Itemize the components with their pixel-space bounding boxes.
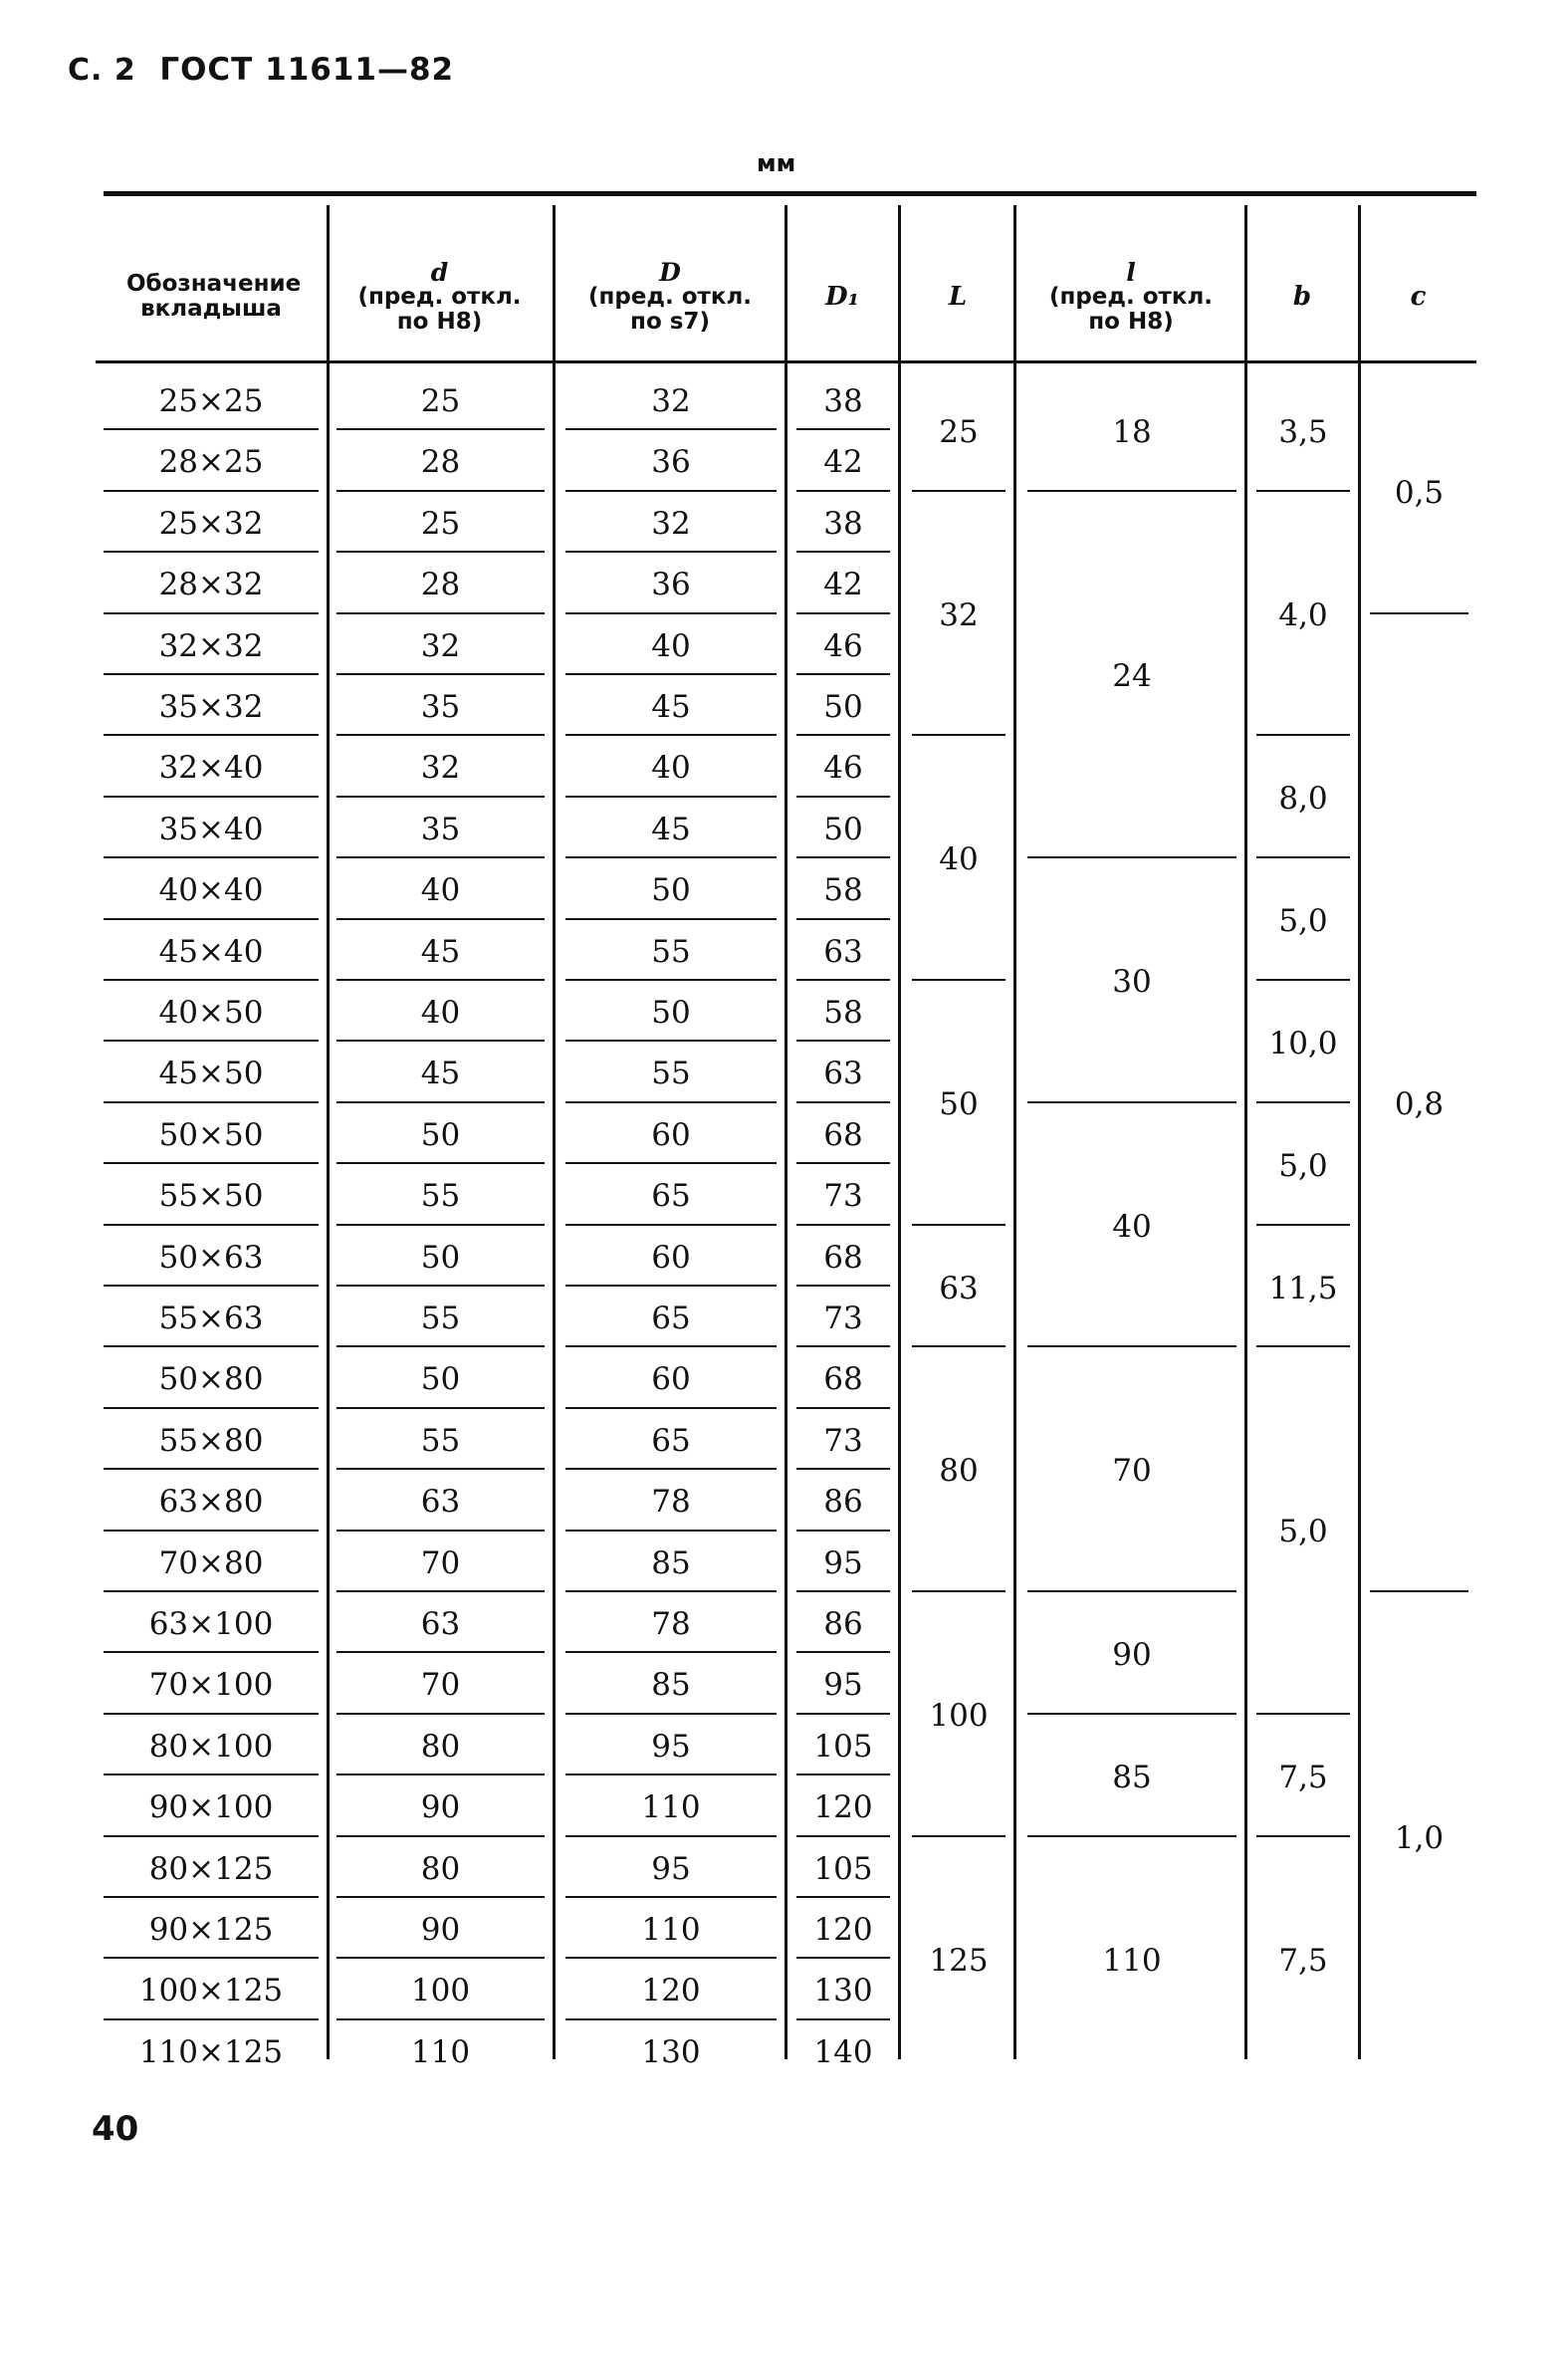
cell-D: 120 — [641, 1972, 701, 2008]
row-rule — [796, 856, 890, 858]
cell-d: 40 — [420, 871, 461, 908]
group-b: 3,5 — [1278, 413, 1328, 450]
cell-d: 63 — [420, 1483, 461, 1520]
row-rule — [565, 673, 777, 675]
row-rule — [565, 856, 777, 858]
cell-d: 90 — [420, 1911, 461, 1948]
cell-D1: 73 — [823, 1177, 863, 1214]
row-rule — [336, 1590, 545, 1592]
cell-d: 50 — [420, 1116, 461, 1153]
row-rule — [796, 1835, 890, 1837]
row-rule — [104, 1835, 319, 1837]
cell-D: 110 — [641, 1911, 701, 1948]
row-rule — [336, 1101, 545, 1103]
row-rule — [565, 734, 777, 736]
row-rule — [336, 734, 545, 736]
row-rule — [104, 734, 319, 736]
row-rule — [1027, 1835, 1236, 1837]
group-l: 30 — [1112, 964, 1152, 1000]
row-rule — [104, 1101, 319, 1103]
cell-d: 90 — [420, 1788, 461, 1825]
row-rule — [336, 1773, 545, 1775]
page-number: 40 — [92, 2109, 139, 2149]
row-rule — [565, 1651, 777, 1653]
group-c: 0,8 — [1394, 1086, 1445, 1122]
row-rule — [336, 1896, 545, 1898]
cell-D1: 105 — [813, 1850, 873, 1887]
cell-D: 55 — [651, 1055, 691, 1091]
row-rule — [336, 1285, 545, 1287]
group-L: 50 — [939, 1086, 979, 1122]
cell-d: 32 — [420, 749, 461, 786]
row-rule — [104, 490, 319, 492]
cell-d: 55 — [420, 1299, 461, 1336]
row-rule — [1027, 1345, 1236, 1347]
row-rule — [796, 1651, 890, 1653]
cell-D1: 120 — [813, 1911, 873, 1948]
cell-D1: 58 — [823, 871, 863, 908]
row-rule — [1256, 490, 1350, 492]
symbol-l: l — [1126, 257, 1136, 287]
row-rule — [104, 918, 319, 920]
cell-D1: 68 — [823, 1360, 863, 1397]
group-L: 32 — [939, 597, 979, 633]
cell-D1: 86 — [823, 1605, 863, 1642]
row-rule — [565, 1162, 777, 1164]
row-rule — [104, 1773, 319, 1775]
cell-D: 50 — [651, 871, 691, 908]
group-l: 40 — [1112, 1209, 1152, 1245]
row-rule — [796, 1285, 890, 1287]
cell-designation: 35×32 — [158, 688, 264, 725]
group-b: 5,0 — [1278, 1147, 1328, 1184]
row-rule — [796, 1345, 890, 1347]
row-rule — [565, 1345, 777, 1347]
group-b: 5,0 — [1278, 902, 1328, 939]
column-divider — [1244, 205, 1247, 2059]
cell-designation: 50×63 — [158, 1239, 264, 1276]
row-rule — [565, 551, 777, 553]
row-rule — [796, 490, 890, 492]
cell-D: 110 — [641, 1788, 701, 1825]
cell-d: 25 — [420, 382, 461, 419]
cell-D: 45 — [651, 811, 691, 847]
cell-D1: 68 — [823, 1239, 863, 1276]
cell-d: 110 — [410, 2033, 471, 2070]
cell-designation: 45×50 — [158, 1055, 264, 1091]
cell-D: 45 — [651, 688, 691, 725]
cell-designation: 40×40 — [158, 871, 264, 908]
group-b: 7,5 — [1278, 1759, 1328, 1795]
row-rule — [912, 1224, 1006, 1226]
row-rule — [565, 1468, 777, 1470]
cell-designation: 80×125 — [148, 1850, 274, 1887]
row-rule — [1370, 612, 1468, 614]
row-rule — [104, 1651, 319, 1653]
group-l: 24 — [1112, 658, 1152, 694]
cell-designation: 25×32 — [158, 505, 264, 542]
group-l: 85 — [1112, 1759, 1152, 1795]
row-rule — [565, 490, 777, 492]
row-rule — [796, 1162, 890, 1164]
row-rule — [336, 1835, 545, 1837]
cell-D1: 86 — [823, 1483, 863, 1520]
cell-D1: 73 — [823, 1422, 863, 1459]
row-rule — [336, 673, 545, 675]
cell-D: 55 — [651, 933, 691, 970]
cell-d: 50 — [420, 1239, 461, 1276]
cell-designation: 63×100 — [148, 1605, 274, 1642]
cell-D: 32 — [651, 505, 691, 542]
symbol-d: d — [430, 257, 449, 287]
cell-d: 50 — [420, 1360, 461, 1397]
row-rule — [336, 1407, 545, 1409]
cell-designation: 63×80 — [158, 1483, 264, 1520]
cell-D1: 50 — [823, 811, 863, 847]
row-rule — [796, 734, 890, 736]
group-b: 7,5 — [1278, 1943, 1328, 1979]
cell-D: 65 — [651, 1177, 691, 1214]
cell-designation: 55×63 — [158, 1299, 264, 1336]
column-header-D1: D₁ — [825, 281, 859, 312]
standard-number: ГОСТ 11611—82 — [159, 52, 455, 88]
row-rule — [1027, 1590, 1236, 1592]
cell-d: 35 — [420, 688, 461, 725]
column-header-c: c — [1410, 281, 1427, 312]
cell-D: 60 — [651, 1116, 691, 1153]
row-rule — [1027, 856, 1236, 858]
cell-d: 80 — [420, 1850, 461, 1887]
row-rule — [336, 1224, 545, 1226]
row-rule — [1027, 490, 1236, 492]
row-rule — [565, 1773, 777, 1775]
row-rule — [336, 2018, 545, 2020]
row-rule — [104, 2018, 319, 2020]
group-b: 4,0 — [1278, 597, 1328, 633]
row-rule — [104, 612, 319, 614]
row-rule — [796, 1530, 890, 1532]
cell-D1: 140 — [813, 2033, 873, 2070]
cell-D1: 73 — [823, 1299, 863, 1336]
row-rule — [1256, 1835, 1350, 1837]
column-divider — [1013, 205, 1016, 2059]
cell-D: 36 — [651, 443, 691, 480]
cell-designation: 70×100 — [148, 1666, 274, 1703]
column-header-l: l (пред. откл. по Н8) — [1048, 257, 1214, 335]
cell-D: 95 — [651, 1850, 691, 1887]
row-rule — [1256, 734, 1350, 736]
cell-D1: 42 — [823, 443, 863, 480]
row-rule — [104, 1530, 319, 1532]
cell-designation: 28×25 — [158, 443, 264, 480]
row-rule — [796, 979, 890, 981]
cell-d: 55 — [420, 1422, 461, 1459]
cell-D: 65 — [651, 1299, 691, 1336]
cell-D: 95 — [651, 1728, 691, 1765]
cell-d: 40 — [420, 994, 461, 1031]
row-rule — [796, 1957, 890, 1959]
column-header-b: b — [1292, 281, 1312, 312]
row-rule — [565, 1590, 777, 1592]
table-top-rule — [104, 191, 1476, 196]
row-rule — [796, 1896, 890, 1898]
group-l: 110 — [1102, 1943, 1162, 1979]
group-b: 11,5 — [1268, 1270, 1338, 1306]
group-b: 8,0 — [1278, 780, 1328, 817]
row-rule — [1256, 1345, 1350, 1347]
cell-designation: 32×40 — [158, 749, 264, 786]
row-rule — [104, 1957, 319, 1959]
row-rule — [336, 1162, 545, 1164]
column-header-d: d (пред. откл. по Н8) — [357, 257, 522, 335]
cell-D: 60 — [651, 1239, 691, 1276]
column-divider — [1358, 205, 1361, 2059]
row-rule — [796, 796, 890, 798]
row-rule — [336, 1345, 545, 1347]
cell-designation: 50×50 — [158, 1116, 264, 1153]
row-rule — [336, 1713, 545, 1715]
cell-D: 50 — [651, 994, 691, 1031]
row-rule — [796, 918, 890, 920]
cell-designation: 80×100 — [148, 1728, 274, 1765]
page-ref: С. 2 — [68, 53, 136, 88]
cell-d: 28 — [420, 566, 461, 602]
cell-D: 32 — [651, 382, 691, 419]
group-L: 25 — [939, 413, 979, 450]
row-rule — [796, 1468, 890, 1470]
cell-D: 85 — [651, 1544, 691, 1581]
cell-D1: 105 — [813, 1728, 873, 1765]
row-rule — [565, 1835, 777, 1837]
cell-d: 55 — [420, 1177, 461, 1214]
row-rule — [565, 1040, 777, 1042]
row-rule — [796, 1713, 890, 1715]
row-rule — [1256, 856, 1350, 858]
row-rule — [1370, 1590, 1468, 1592]
row-rule — [104, 673, 319, 675]
cell-D1: 130 — [813, 1972, 873, 2008]
row-rule — [565, 1101, 777, 1103]
cell-designation: 100×125 — [138, 1972, 284, 2008]
cell-D: 40 — [651, 749, 691, 786]
cell-designation: 45×40 — [158, 933, 264, 970]
cell-D: 36 — [651, 566, 691, 602]
row-rule — [565, 1530, 777, 1532]
row-rule — [104, 796, 319, 798]
cell-d: 70 — [420, 1544, 461, 1581]
row-rule — [104, 979, 319, 981]
row-rule — [104, 1162, 319, 1164]
group-b: 5,0 — [1278, 1514, 1328, 1549]
row-rule — [336, 1468, 545, 1470]
cell-d: 70 — [420, 1666, 461, 1703]
cell-D: 78 — [651, 1605, 691, 1642]
row-rule — [796, 1773, 890, 1775]
cell-D: 78 — [651, 1483, 691, 1520]
row-rule — [565, 612, 777, 614]
row-rule — [1256, 1101, 1350, 1103]
row-rule — [336, 1530, 545, 1532]
cell-designation: 55×80 — [158, 1422, 264, 1459]
row-rule — [336, 612, 545, 614]
row-rule — [796, 551, 890, 553]
column-divider — [553, 205, 556, 2059]
cell-designation: 50×80 — [158, 1360, 264, 1397]
row-rule — [565, 979, 777, 981]
row-rule — [565, 1407, 777, 1409]
group-c: 0,5 — [1394, 475, 1445, 511]
cell-designation: 90×100 — [148, 1788, 274, 1825]
cell-D1: 58 — [823, 994, 863, 1031]
row-rule — [104, 428, 319, 430]
cell-designation: 70×80 — [158, 1544, 264, 1581]
cell-designation: 28×32 — [158, 566, 264, 602]
row-rule — [565, 1224, 777, 1226]
row-rule — [104, 1345, 319, 1347]
cell-designation: 35×40 — [158, 811, 264, 847]
row-rule — [912, 979, 1006, 981]
cell-designation: 25×25 — [158, 382, 264, 419]
row-rule — [565, 2018, 777, 2020]
row-rule — [1256, 1224, 1350, 1226]
row-rule — [1027, 1713, 1236, 1715]
cell-d: 25 — [420, 505, 461, 542]
row-rule — [104, 1224, 319, 1226]
cell-D1: 95 — [823, 1544, 863, 1581]
units-label: мм — [757, 149, 796, 177]
row-rule — [336, 918, 545, 920]
row-rule — [104, 1040, 319, 1042]
row-rule — [336, 979, 545, 981]
column-header-L: L — [948, 281, 968, 312]
page-header — [68, 52, 454, 88]
row-rule — [796, 428, 890, 430]
row-rule — [104, 1468, 319, 1470]
row-rule — [912, 490, 1006, 492]
column-divider — [784, 205, 787, 2059]
cell-D1: 68 — [823, 1116, 863, 1153]
row-rule — [104, 1590, 319, 1592]
group-L: 125 — [929, 1943, 989, 1979]
group-l: 70 — [1112, 1453, 1152, 1489]
cell-D1: 38 — [823, 382, 863, 419]
cell-d: 63 — [420, 1605, 461, 1642]
row-rule — [1027, 1101, 1236, 1103]
cell-D1: 46 — [823, 627, 863, 664]
cell-designation: 90×125 — [148, 1911, 274, 1948]
column-divider — [898, 205, 901, 2059]
row-rule — [912, 1590, 1006, 1592]
column-header-D: D (пред. откл. по s7) — [587, 257, 753, 335]
cell-designation: 40×50 — [158, 994, 264, 1031]
group-L: 40 — [939, 841, 979, 877]
group-L: 100 — [929, 1698, 989, 1734]
cell-D1: 50 — [823, 688, 863, 725]
row-rule — [796, 2018, 890, 2020]
row-rule — [796, 1590, 890, 1592]
symbol-D: D — [659, 257, 681, 287]
row-rule — [104, 856, 319, 858]
row-rule — [796, 673, 890, 675]
row-rule — [104, 1285, 319, 1287]
cell-D1: 120 — [813, 1788, 873, 1825]
cell-designation: 32×32 — [158, 627, 264, 664]
cell-D: 130 — [641, 2033, 701, 2070]
cell-designation: 55×50 — [158, 1177, 264, 1214]
row-rule — [912, 1835, 1006, 1837]
row-rule — [796, 1101, 890, 1103]
cell-d: 80 — [420, 1728, 461, 1765]
group-b: 10,0 — [1268, 1025, 1338, 1062]
cell-D1: 42 — [823, 566, 863, 602]
row-rule — [565, 1896, 777, 1898]
cell-d: 45 — [420, 1055, 461, 1091]
row-rule — [104, 1407, 319, 1409]
row-rule — [336, 1651, 545, 1653]
group-L: 80 — [939, 1453, 979, 1489]
row-rule — [104, 1713, 319, 1715]
cell-d: 35 — [420, 811, 461, 847]
group-L: 63 — [939, 1270, 979, 1306]
cell-D: 40 — [651, 627, 691, 664]
row-rule — [1256, 979, 1350, 981]
row-rule — [336, 490, 545, 492]
row-rule — [565, 918, 777, 920]
row-rule — [336, 428, 545, 430]
row-rule — [336, 796, 545, 798]
row-rule — [565, 1285, 777, 1287]
row-rule — [796, 1224, 890, 1226]
group-l: 18 — [1112, 413, 1152, 450]
row-rule — [565, 1957, 777, 1959]
cell-d: 100 — [410, 1972, 471, 2008]
cell-D1: 46 — [823, 749, 863, 786]
row-rule — [796, 1407, 890, 1409]
cell-D: 60 — [651, 1360, 691, 1397]
column-header-designation: Обозначение вкладыша — [126, 271, 302, 322]
row-rule — [104, 1896, 319, 1898]
cell-D: 85 — [651, 1666, 691, 1703]
cell-D1: 95 — [823, 1666, 863, 1703]
row-rule — [565, 796, 777, 798]
cell-D1: 63 — [823, 933, 863, 970]
row-rule — [336, 1040, 545, 1042]
cell-d: 45 — [420, 933, 461, 970]
cell-d: 32 — [420, 627, 461, 664]
group-c: 1,0 — [1394, 1819, 1445, 1856]
row-rule — [336, 856, 545, 858]
row-rule — [104, 551, 319, 553]
cell-D: 65 — [651, 1422, 691, 1459]
row-rule — [565, 428, 777, 430]
row-rule — [1256, 1713, 1350, 1715]
row-rule — [565, 1713, 777, 1715]
group-l: 90 — [1112, 1636, 1152, 1673]
cell-designation: 110×125 — [138, 2033, 284, 2070]
row-rule — [336, 551, 545, 553]
cell-D1: 63 — [823, 1055, 863, 1091]
cell-d: 28 — [420, 443, 461, 480]
row-rule — [796, 612, 890, 614]
row-rule — [796, 1040, 890, 1042]
cell-D1: 38 — [823, 505, 863, 542]
row-rule — [336, 1957, 545, 1959]
row-rule — [912, 734, 1006, 736]
row-rule — [912, 1345, 1006, 1347]
